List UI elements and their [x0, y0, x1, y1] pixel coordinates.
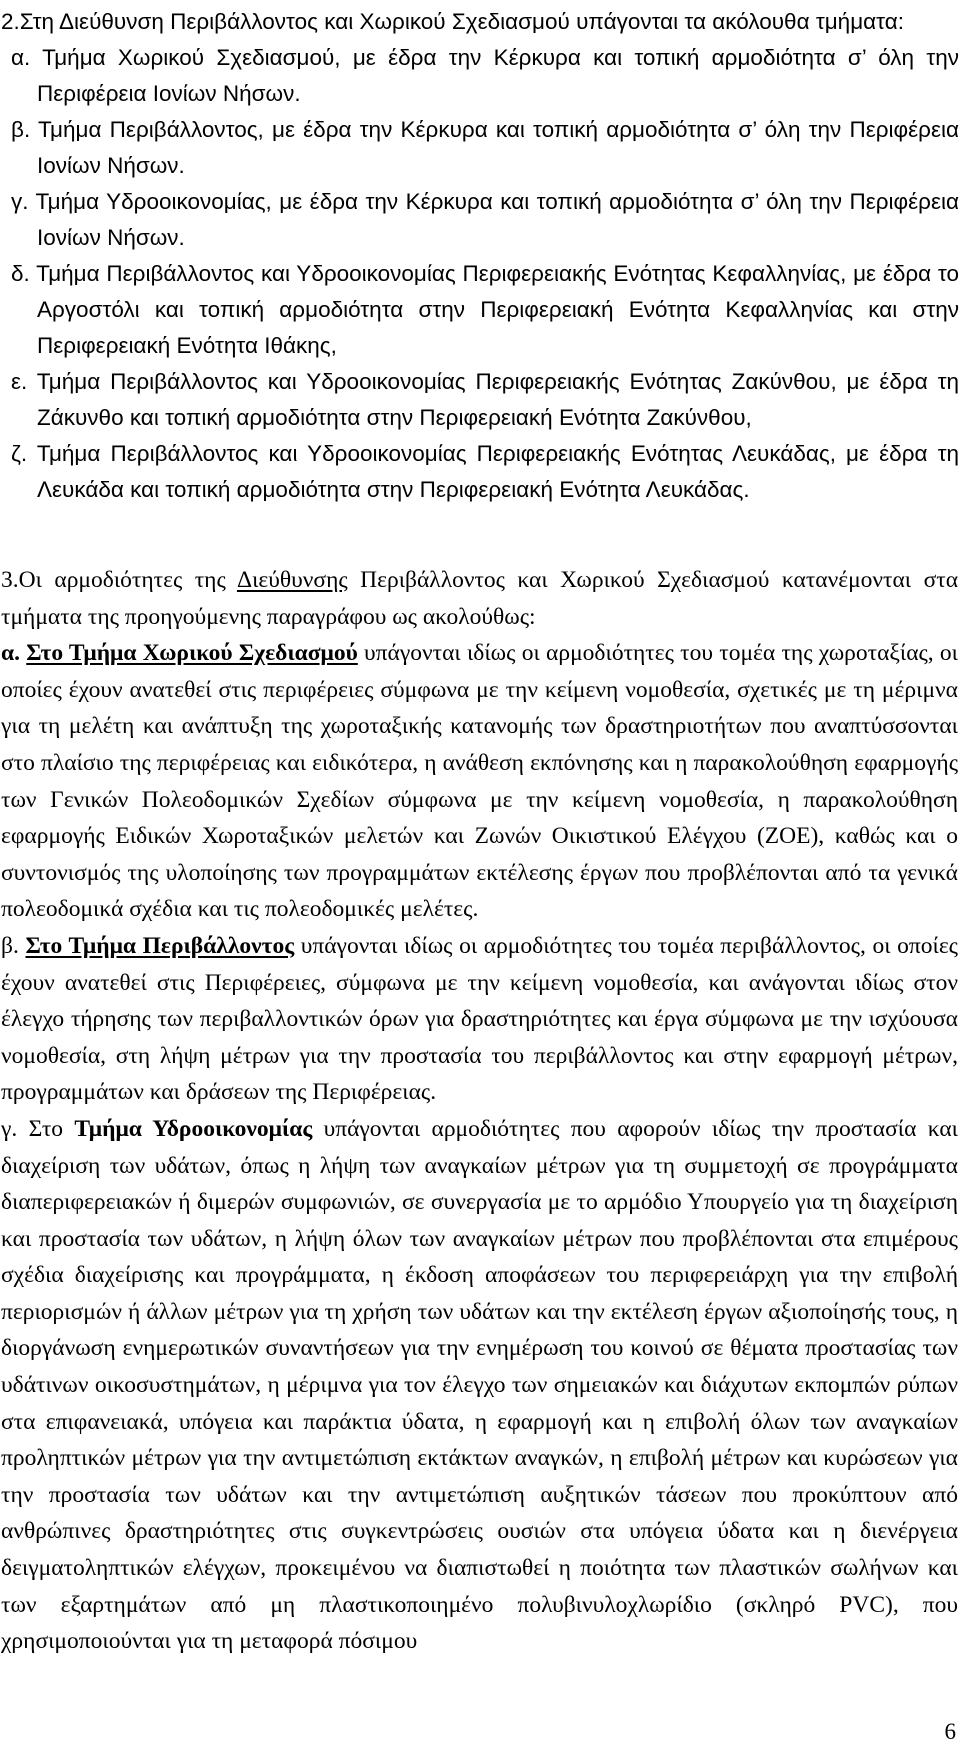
list-item-b: β. Τμήμα Περιβάλλοντος, με έδρα την Κέρκυρα και τοπική αρμοδιότητα σ’ όλη την Περιφέρεια Ιονίων Νήσων.	[11, 117, 959, 178]
paragraph-b-text: υπάγονται ιδίως οι αρμοδιότητες του τομέα περιβάλλοντος, οι οποίες έχουν ανατεθεί στις Περιφέρειες, σύμφωνα με την κείμενη νομοθεσία, και ανάγονται ιδίως στον έλεγχο τήρησης των περιβαλλοντικών όρων για δραστηριότητες και έργα σύμφωνα με την ισχύουσα νομοθεσία, στη λήψη μέτρων για την προστασία του περιβάλλοντος και στην εφαρμογή μέτρων, προγραμμάτων και δράσεων της Περιφέρειας.	[1, 932, 958, 1106]
paragraph-b	[1, 928, 958, 1111]
paragraph-c: γ. Στο Τμήμα Υδροοικονομίας υπάγονται αρμοδιότητες που αφορούν ιδίως την προστασία και διαχείριση των υδάτων, όπως η λήψη των αναγκαίων μέτρων για τη συμμετοχή σε προγράμματα διαπεριφερειακών ή διμερών συμφωνιών, σε συνεργασία με το αρμόδιο Υπουργείο για τη διαχείριση και προστασία των υδάτων, η λήψη όλων των αναγκαίων μέτρων που προβλέπονται στα επιμέρους σχέδια διαχείρισης και προγράμματα, η έκδοση αποφάσεων του περιφερειάρχη για την επιβολή περιορισμών ή άλλων μέτρων για τη χρήση των υδάτων και την εκτέλεση έργων αξιοποίησής τους, η διοργάνωση ενημερωτικών συναντήσεων για την ενημέρωση του κοινού σε θέματα προστασίας των υδάτινων οικοσυστημάτων, η μέριμνα για τον έλεγχο των σημειακών και διάχυτων εκπομπών ρύπων στα επιφανειακά, υπόγεια και παράκτια ύδατα, η εφαρμογή και η επιβολή όλων των αναγκαίων προληπτικών μέτρων για την αντιμετώπιση εκτάκτων αναγκών, η επιβολή μέτρων και κυρώσεων για την προστασία των υδάτων και την αντιμετώπιση αυξητικών τάσεων που προκύπτουν από ανθρώπινες δραστηριότητες στις συγκεντρώσεις ουσιών στα υπόγεια ύδατα και η διενέργεια δειγματοληπτικών ελέγχων, προκειμένου να διαπιστωθεί η ποιότητα των πλαστικών σωλήνων και των εξαρτημάτων από μη πλαστικοποιημένο πολυβινυλοχλωρίδιο (σκληρό PVC), που χρησιμοποιούνται για τη μεταφορά πόσιμου	[1, 1115, 958, 1655]
paragraph-a-label: α.	[1, 640, 20, 667]
underlined-word: Διεύθυνσης	[236, 567, 348, 593]
list-item-d: δ. Τμήμα Περιβάλλοντος και Υδροοικονομίας Περιφερειακής Ενότητας Κεφαλληνίας, με έδρα το Αργοστόλι και τοπική αρμοδιότητα στην Περιφερειακή Ενότητα Κεφαλληνίας και στην Περιφερειακή Ενότητα Ιθάκης,	[11, 261, 959, 358]
section-2-heading: 2.Στη Διεύθυνση Περιβάλλοντος και Χωρικού Σχεδιασμού υπάγονται τα ακόλουθα τμήματα:	[1, 9, 904, 34]
page-number: 6	[944, 1719, 956, 1744]
paragraph-b-bold-lead: Στο Τμήμα Περιβάλλοντος	[25, 932, 295, 959]
paragraph-c-label: γ.	[1, 1115, 18, 1142]
section-2	[1, 4, 959, 508]
paragraph-a-bold-lead: Στο Τμήμα Χωρικού Σχεδιασμού	[26, 640, 358, 667]
paragraph-a	[1, 635, 958, 928]
paragraph-a-text: υπάγονται ιδίως οι αρμοδιότητες του τομέα της χωροταξίας, οι οποίες έχουν ανατεθεί στις περιφέρειες σύμφωνα με την κείμενη νομοθεσία, σχετικές με τη μέριμνα για τη μελέτη και ανάπτυξη της χωροταξικής κατανομής των δραστηριοτήτων που αναπτύσσονται στο πλαίσιο της περιφέρειας και ειδικότερα, η ανάθεση εκπόνησης και η παρακολούθηση εφαρμογής των Γενικών Πολεοδομικών Σχεδίων σύμφωνα με την κείμενη νομοθεσία, η παρακολούθηση εφαρμογής Ειδικών Χωροταξικών μελετών και Ζωνών Οικιστικού Ελέγχου (ΖΟΕ), καθώς και ο συντονισμός της υλοποίησης των προγραμμάτων εκτέλεσης έργων που προβλέπονται από τα γενικά πολεοδομικά σχέδια και τις πολεοδομικές μελέτες.	[1, 640, 959, 923]
list-item-e: ε. Τμήμα Περιβάλλοντος και Υδροοικονομίας Περιφερειακής Ενότητας Ζακύνθου, με έδρα τη Ζάκυνθο και τοπική αρμοδιότητα στην Περιφερειακή Ενότητα Ζακύνθου,	[11, 369, 959, 430]
paragraph-c-bold-lead: Τμήμα Υδροοικονομίας	[74, 1115, 313, 1142]
list-item-z: ζ. Τμήμα Περιβάλλοντος και Υδροοικονομίας Περιφερειακής Ενότητας Λευκάδας, με έδρα τη Λευκάδα και τοπική αρμοδιότητα στην Περιφερειακή Ενότητα Λευκάδας.	[11, 441, 959, 502]
list-item-a: α. Τμήμα Χωρικού Σχεδιασμού, με έδρα την Κέρκυρα και τοπική αρμοδιότητα σ’ όλη την Περιφέρεια Ιονίων Νήσων.	[11, 45, 959, 106]
paragraph-c-text: υπάγονται αρμοδιότητες που αφορούν ιδίως την προστασία και διαχείριση των υδάτων, όπως η λήψη των αναγκαίων μέτρων για τη συμμετοχή σε προγράμματα διαπεριφερειακών ή διμερών συμφωνιών, σε συνεργασία με το αρμόδιο Υπουργείο για τη διαχείριση και προστασία των υδάτων, η λήψη όλων των αναγκαίων μέτρων που προβλέπονται στα επιμέρους σχέδια διαχείρισης και προγράμματα, η έκδοση αποφάσεων του περιφερειάρχη για την επιβολή περιορισμών ή άλλων μέτρων για τη χρήση των υδάτων και την εκτέλεση έργων αξιοποίησής τους, η διοργάνωση ενημερωτικών συναντήσεων για την ενημέρωση του κοινού σε θέματα προστασίας των υδάτινων οικοσυστημάτων, η μέριμνα για τον έλεγχο των σημειακών και διάχυτων εκπομπών ρύπων στα επιφανειακά, υπόγεια και παράκτια ύδατα, η εφαρμογή και η επιβολή όλων των αναγκαίων προληπτικών μέτρων για την αντιμετώπιση εκτάκτων αναγκών, η επιβολή μέτρων και κυρώσεων για την προστασία των υδάτων και την αντιμετώπιση αυξητικών τάσεων που προκύπτουν από ανθρώπινες δραστηριότητες στις συγκεντρώσεις ουσιών στα υπόγεια ύδατα και η διενέργεια δειγματοληπτικών ελέγχων, προκειμένου να διαπιστωθεί η ποιότητα των πλαστικών σωλήνων και των εξαρτημάτων από μη πλαστικοποιημένο πολυβινυλοχλωρίδιο (σκληρό PVC), που χρησιμοποιούνται για τη μεταφορά πόσιμου	[1, 1115, 958, 1655]
paragraph-b-label: β.	[1, 932, 19, 959]
section-3	[1, 562, 958, 1660]
section-3-intro: 3.Οι αρμοδιότητες της Διεύθυνσης Περιβάλλοντος και Χωρικού Σχεδιασμού κατανέμονται στα τμήματα της προηγούμενης παραγράφου ως ακολούθως:	[1, 567, 959, 630]
list-item-c: γ. Τμήμα Υδροοικονομίας, με έδρα την Κέρκυρα και τοπική αρμοδιότητα σ’ όλη την Περιφέρεια Ιονίων Νήσων.	[11, 189, 959, 250]
